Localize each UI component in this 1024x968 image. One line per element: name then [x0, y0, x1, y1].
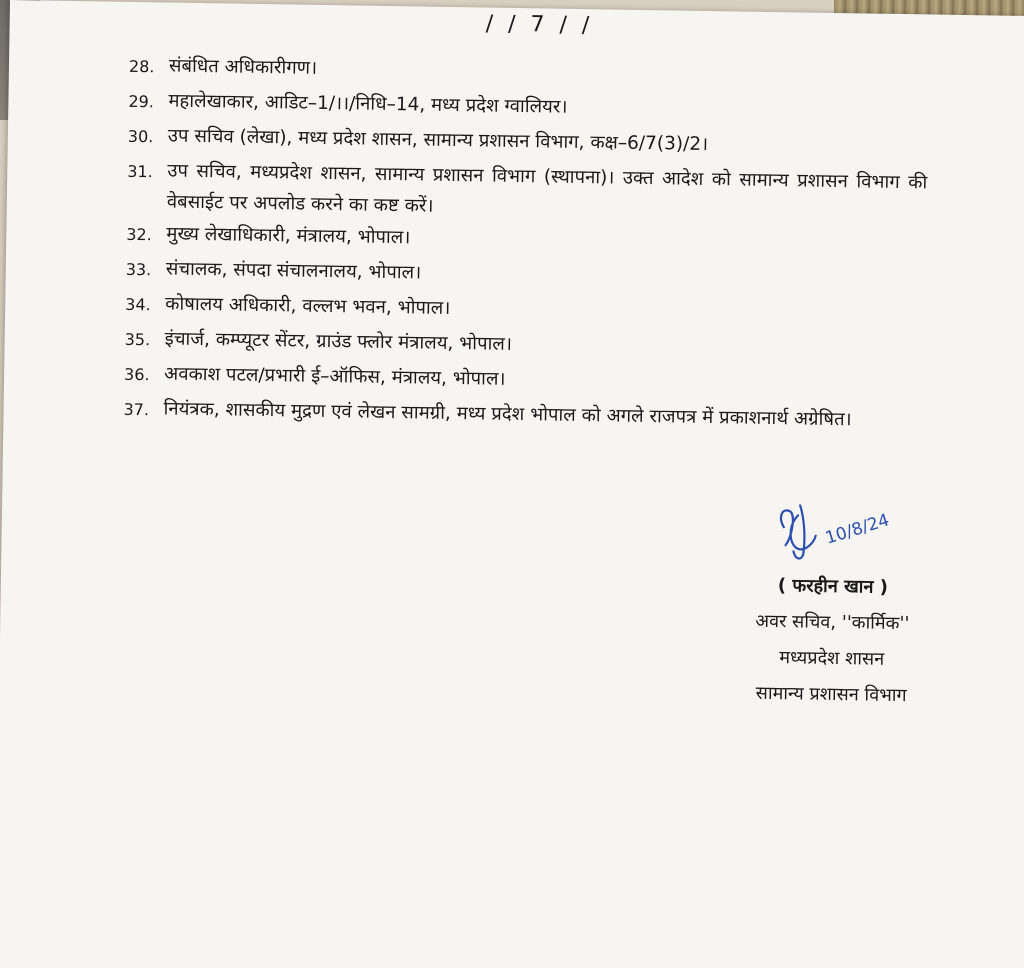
item-text: नियंत्रक, शासकीय मुद्रण एवं लेखन सामग्री, मध्य प्रदेश भोपाल को अगले राजपत्र में प्रकाशनार्थ अग्रेषित।: [163, 398, 852, 431]
item-text: संबंधित अधिकारीगण।: [168, 55, 318, 79]
signatory-name: ( फरहीन खान ): [777, 575, 889, 598]
item-text: उप सचिव, मध्यप्रदेश शासन, सामान्य प्रशासन विभाग (स्थापना)। उक्त आदेश को सामान्य प्रशासन विभाग की वेबसाईट पर अपलोड करने का कष्ट करें।: [166, 160, 928, 217]
item-number: 34.: [125, 294, 151, 315]
item-text: महालेखाकार, आडिट–1/।।/निधि–14, मध्य प्रदेश ग्वालियर।: [168, 90, 568, 118]
signatory-department: सामान्य प्रशासन विभाग: [755, 682, 907, 707]
signatory-government: मध्यप्रदेश शासन: [779, 647, 885, 670]
item-number: 29.: [128, 91, 155, 112]
list-item: [127, 155, 928, 230]
page-number: / / 7 / /: [485, 11, 594, 39]
item-number: 33.: [125, 259, 152, 280]
signatory-designation: अवर सचिव, ''कार्मिक'': [755, 610, 910, 635]
item-number: 28.: [128, 56, 155, 77]
item-text: उप सचिव (लेखा), मध्य प्रदेश शासन, सामान्य प्रशासन विभाग, कक्ष–6/7(3)/2।: [167, 125, 709, 155]
handwritten-signature: [769, 487, 910, 569]
item-text: अवकाश पटल/प्रभारी ई–ऑफिस, मंत्रालय, भोपाल।: [163, 363, 506, 390]
distribution-list: [123, 50, 929, 441]
item-text: कोषालय अधिकारी, वल्लभ भवन, भोपाल।: [165, 293, 451, 319]
item-text: इंचार्ज, कम्प्यूटर सेंटर, ग्राउंड फ्लोर मंत्रालय, भोपाल।: [164, 328, 513, 355]
item-number: 36.: [123, 364, 150, 385]
item-number: 31.: [127, 161, 153, 182]
item-text: मुख्य लेखाधिकारी, मंत्रालय, भोपाल।: [166, 223, 411, 249]
signatory-block: [711, 567, 953, 715]
item-number: 35.: [124, 329, 151, 350]
item-number: 32.: [126, 224, 152, 245]
item-text: संचालक, संपदा संचालनालय, भोपाल।: [165, 258, 422, 284]
item-number: 30.: [127, 126, 154, 147]
signature-date: 10/8/24: [823, 510, 892, 549]
item-number: 37.: [123, 399, 150, 420]
